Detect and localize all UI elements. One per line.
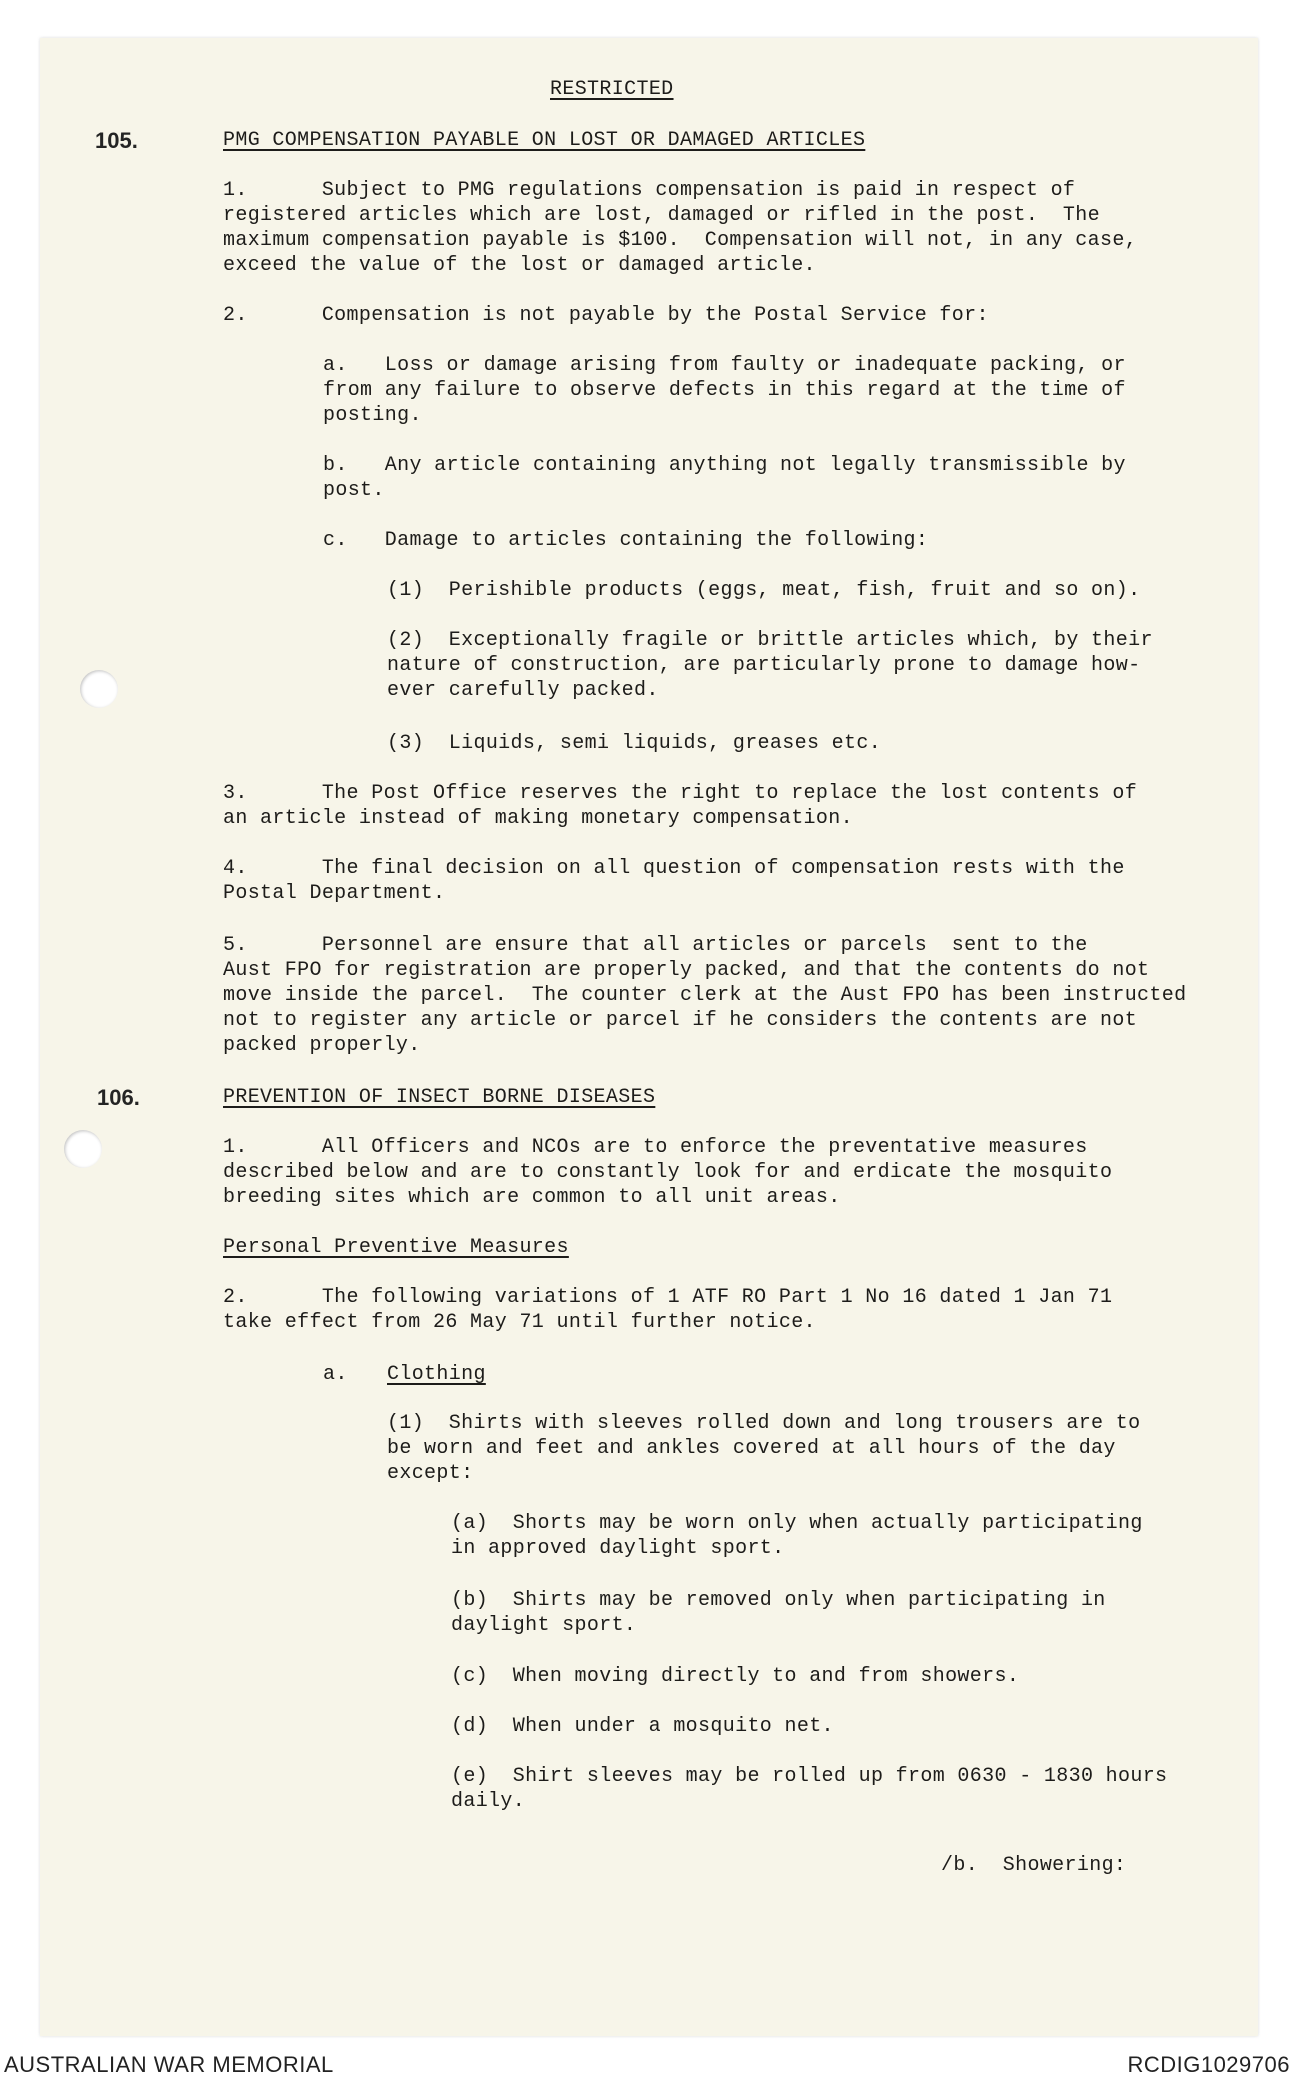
text-line: ever carefully packed. xyxy=(387,679,659,702)
text-line: 3. The Post Office reserves the right to replace the lost contents of xyxy=(223,782,1138,805)
text-line: 2. Compensation is not payable by the Postal Service for: xyxy=(223,304,989,327)
text-line: move inside the parcel. The counter clerk at the Aust FPO has been instructed xyxy=(223,984,1187,1007)
text-line: not to register any article or parcel if he considers the contents are not xyxy=(223,1009,1138,1032)
text-line: daily. xyxy=(451,1790,526,1813)
section-number-105: 105. xyxy=(95,128,138,153)
punch-hole-upper xyxy=(80,670,118,708)
text-line: (b) Shirts may be removed only when participating in xyxy=(451,1589,1106,1612)
text-line: registered articles which are lost, damaged or rifled in the post. The xyxy=(223,204,1100,227)
text-line: (3) Liquids, semi liquids, greases etc. xyxy=(387,732,882,755)
text-line: (d) When under a mosquito net. xyxy=(451,1715,834,1738)
text-line: (1) Shirts with sleeves rolled down and long trousers are to xyxy=(387,1412,1141,1435)
text-line: described below and are to constantly look for and erdicate the mosquito xyxy=(223,1161,1113,1184)
footer-id: RCDIG1029706 xyxy=(1127,2052,1290,2077)
text-line: Aust FPO for registration are properly packed, and that the contents do not xyxy=(223,959,1150,982)
text-line: (2) Exceptionally fragile or brittle articles which, by their xyxy=(387,629,1153,652)
text-line: except: xyxy=(387,1462,474,1485)
text-line: an article instead of making monetary compensation. xyxy=(223,807,853,830)
text-line: in approved daylight sport. xyxy=(451,1537,785,1560)
text-line: Postal Department. xyxy=(223,882,446,905)
text-line: exceed the value of the lost or damaged article. xyxy=(223,254,816,277)
text-line: breeding sites which are common to all unit areas. xyxy=(223,1186,841,1209)
text-line: (1) Perishible products (eggs, meat, fish, fruit and so on). xyxy=(387,579,1141,602)
text-line: nature of construction, are particularly prone to damage how- xyxy=(387,654,1141,677)
text-line: 1. All Officers and NCOs are to enforce the preventative measures xyxy=(223,1136,1088,1159)
text-line: 4. The final decision on all question of compensation rests with the xyxy=(223,857,1125,880)
text-line: (c) When moving directly to and from showers. xyxy=(451,1665,1020,1688)
text-line: post. xyxy=(323,479,385,502)
continuation-note: /b. Showering: xyxy=(941,1854,1127,1877)
text-line: a. Loss or damage arising from faulty or inadequate packing, or xyxy=(323,354,1126,377)
punch-hole-lower xyxy=(64,1130,102,1168)
section-106-title: PREVENTION OF INSECT BORNE DISEASES xyxy=(223,1086,656,1109)
text-line: posting. xyxy=(323,404,422,427)
item-a-label: a. xyxy=(323,1363,348,1386)
classification-header: RESTRICTED xyxy=(550,78,674,101)
text-line: daylight sport. xyxy=(451,1614,637,1637)
text-line: maximum compensation payable is $100. Compensation will not, in any case, xyxy=(223,229,1138,252)
text-line: b. Any article containing anything not legally transmissible by xyxy=(323,454,1126,477)
personal-preventive-measures-heading: Personal Preventive Measures xyxy=(223,1236,569,1259)
section-105-title: PMG COMPENSATION PAYABLE ON LOST OR DAMAGED ARTICLES xyxy=(223,129,866,152)
text-line: be worn and feet and ankles covered at all hours of the day xyxy=(387,1437,1116,1460)
clothing-heading: Clothing xyxy=(387,1363,486,1386)
text-line: c. Damage to articles containing the following: xyxy=(323,529,929,552)
section-number-106: 106. xyxy=(97,1085,140,1110)
text-line: take effect from 26 May 71 until further notice. xyxy=(223,1311,816,1334)
text-line: 1. Subject to PMG regulations compensation is paid in respect of xyxy=(223,179,1076,202)
footer-source: AUSTRALIAN WAR MEMORIAL xyxy=(4,2052,334,2077)
text-line: (a) Shorts may be worn only when actually participating xyxy=(451,1512,1143,1535)
text-line: (e) Shirt sleeves may be rolled up from 0630 - 1830 hours xyxy=(451,1765,1168,1788)
text-line: packed properly. xyxy=(223,1034,421,1057)
text-line: 2. The following variations of 1 ATF RO Part 1 No 16 dated 1 Jan 71 xyxy=(223,1286,1113,1309)
text-line: 5. Personnel are ensure that all articles or parcels sent to the xyxy=(223,934,1088,957)
text-line: from any failure to observe defects in this regard at the time of xyxy=(323,379,1126,402)
